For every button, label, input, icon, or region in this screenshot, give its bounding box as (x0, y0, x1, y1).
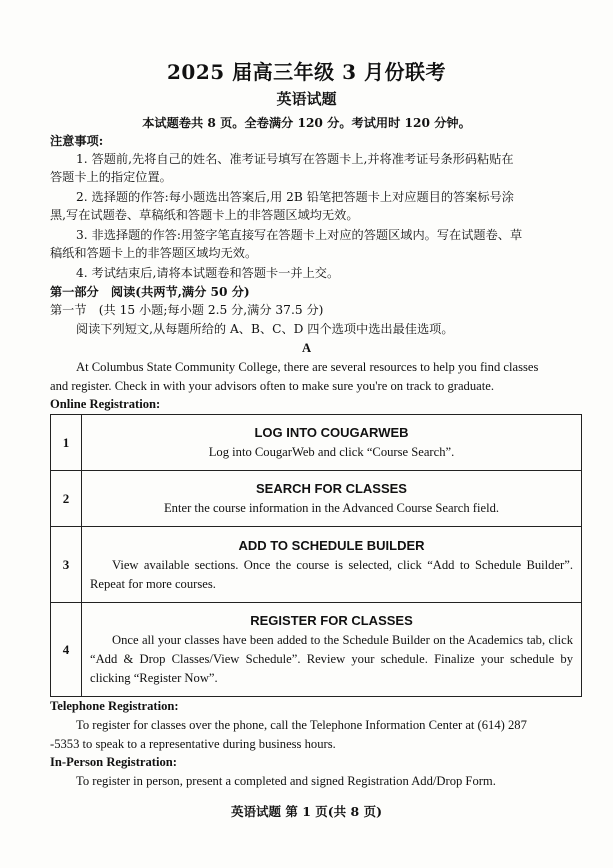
inperson-registration-heading: In-Person Registration: (50, 755, 177, 769)
telephone-registration-heading: Telephone Registration: (50, 699, 179, 713)
step-number: 1 (51, 415, 82, 471)
step-cell (82, 527, 582, 603)
passage-intro-line: and register. Check in with your advisors often to make sure you're on track to graduate. (50, 379, 494, 393)
step-text: Enter the course information in the Advanced Course Search field. (163, 501, 500, 515)
telephone-line: To register for classes over the phone, call the Telephone Information Center at (614) 287 (76, 718, 527, 732)
note-line: 答题卡上的指定位置。 (50, 170, 172, 184)
instruction: 阅读下列短文,从每题所给的 A、B、C、D 四个选项中选出最佳选项。 (76, 322, 454, 336)
step-title: LOG INTO COUGARWEB (254, 425, 409, 440)
note-line: 稿纸和答题卡上的非答题区域均无效。 (50, 246, 258, 260)
exam-title: 2025 届高三年级 3 月份联考 (167, 60, 446, 84)
passage-intro-line: At Columbus State Community College, there are several resources to help you find classes (76, 360, 539, 374)
note-line: 3. 非选择题的作答:用签字笔直接写在答题卡上对应的答题区域内。写在试题卷、草 (76, 228, 523, 242)
part1-heading: 第一部分 阅读(共两节,满分 50 分) (50, 285, 250, 299)
step-title: SEARCH FOR CLASSES (256, 481, 407, 496)
registration-steps-table (50, 414, 582, 697)
table-row (51, 527, 582, 603)
step-text: Log into CougarWeb and click “Course Search”. (208, 445, 455, 459)
step-text: Once all your classes have been added to the Schedule Builder on the Academics tab, click “Add & Drop Classes/View Schedule”. Review your schedule. Finalize your schedule by clicking “Register Now”. (90, 633, 573, 685)
step-title: ADD TO SCHEDULE BUILDER (238, 537, 425, 553)
table-row (51, 603, 582, 697)
page-footer: 英语试题 第 1 页(共 8 页) (231, 804, 382, 819)
note-line: 1. 答题前,先将自己的姓名、准考证号填写在答题卡上,并将准考证号条形码粘贴在 (76, 152, 514, 166)
exam-info: 本试题卷共 8 页。全卷满分 120 分。考试用时 120 分钟。 (142, 116, 471, 130)
step-number: 2 (51, 471, 82, 527)
passage-label: A (301, 341, 312, 355)
exam-subtitle: 英语试题 (276, 90, 337, 108)
inperson-line: To register in person, present a completed and signed Registration Add/Drop Form. (76, 774, 496, 788)
step-number: 4 (51, 603, 82, 697)
notes-heading: 注意事项: (50, 134, 104, 148)
step-cell (82, 603, 582, 697)
section1-heading: 第一节 (共 15 小题;每小题 2.5 分,满分 37.5 分) (50, 303, 324, 317)
note-line: 4. 考试结束后,请将本试题卷和答题卡一并上交。 (76, 266, 340, 280)
table-row (51, 415, 582, 471)
online-registration-heading: Online Registration: (50, 397, 161, 411)
step-title: REGISTER FOR CLASSES (250, 613, 413, 628)
step-cell (82, 415, 582, 471)
step-number: 3 (51, 527, 82, 603)
note-line: 2. 选择题的作答:每小题选出答案后,用 2B 铅笔把答题卡上对应题目的答案标号涂 (76, 190, 514, 204)
step-text: View available sections. Once the course is selected, click “Add to Schedule Builder”. Repeat for more courses. (90, 557, 573, 591)
telephone-line: -5353 to speak to a representative during business hours. (50, 737, 336, 751)
table-row (51, 471, 582, 527)
step-cell (82, 471, 582, 527)
note-line: 黑,写在试题卷、草稿纸和答题卡上的非答题区域均无效。 (50, 208, 359, 222)
